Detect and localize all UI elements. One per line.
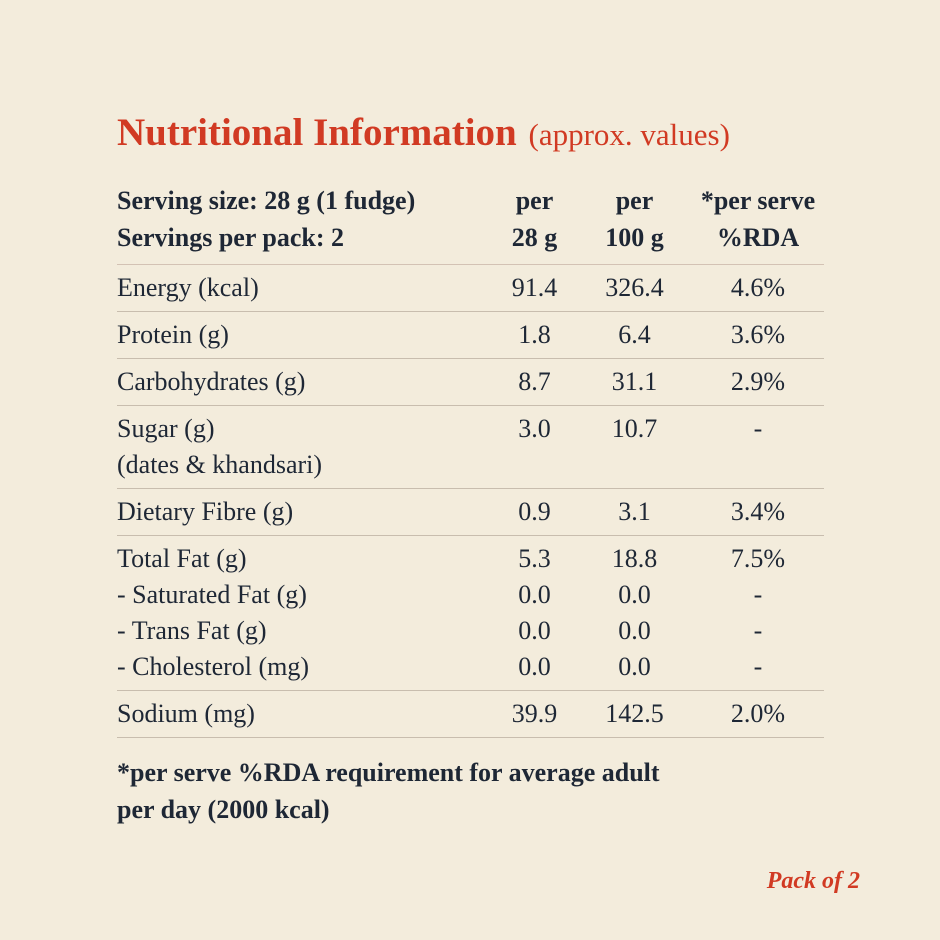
- rda-footnote: [117, 754, 824, 828]
- value-per-100g: 6.4: [618, 320, 651, 349]
- page-title-suffix: [521, 117, 730, 152]
- value-rda: 7.5%: [730, 544, 786, 573]
- value-rda: 2.0%: [730, 699, 786, 728]
- pack-size-label: Pack of 2: [766, 868, 860, 894]
- col-header-per-28g-line2: 28 g: [511, 223, 558, 252]
- page-title: [117, 110, 824, 164]
- row-label: Sodium (mg): [117, 699, 255, 728]
- value-rda: -: [753, 652, 763, 681]
- table-row: [117, 577, 824, 613]
- row-label: - Trans Fat (g): [117, 616, 267, 645]
- table-row-group: [117, 489, 824, 536]
- page-title-suffix-text: (approx. values): [528, 117, 730, 152]
- value-per-100g: 3.1: [618, 497, 651, 526]
- value-rda: -: [753, 414, 763, 443]
- table-header: [117, 182, 824, 265]
- value-rda: 3.4%: [730, 497, 786, 526]
- serving-size-label: Serving size: 28 g (1 fudge): [117, 186, 416, 215]
- col-header-per-100g-line1: per: [615, 186, 654, 215]
- value-per-100g: 31.1: [611, 367, 658, 396]
- table-row-group: [117, 691, 824, 738]
- table-row: [117, 317, 824, 353]
- value-per-28g: 3.0: [518, 414, 551, 443]
- row-label: - Cholesterol (mg): [117, 652, 310, 681]
- col-header-rda-line1: *per serve: [700, 186, 816, 215]
- value-per-28g: 8.7: [518, 367, 551, 396]
- table-row: [117, 649, 824, 685]
- table-row: [117, 613, 824, 649]
- row-label: Carbohydrates (g): [117, 367, 306, 396]
- row-label: Sugar (g): [117, 414, 215, 443]
- page-title-main: Nutritional Information: [117, 111, 517, 154]
- row-label: Dietary Fibre (g): [117, 497, 294, 526]
- value-per-100g: 326.4: [605, 273, 664, 302]
- value-per-28g: 1.8: [518, 320, 551, 349]
- value-per-100g: 18.8: [611, 544, 658, 573]
- table-header-row-2: [117, 219, 824, 256]
- value-rda: 4.6%: [730, 273, 786, 302]
- row-label: Total Fat (g): [117, 544, 247, 573]
- value-per-28g: 39.9: [511, 699, 558, 728]
- value-per-100g: 10.7: [611, 414, 658, 443]
- nutrition-table-body: [117, 265, 824, 738]
- table-row-group: [117, 536, 824, 691]
- table-row: [117, 494, 824, 530]
- value-per-28g: 5.3: [518, 544, 551, 573]
- value-per-28g: 0.0: [518, 580, 551, 609]
- nutrition-label-content: [117, 110, 824, 828]
- value-per-28g: 0.0: [518, 616, 551, 645]
- table-row: [117, 411, 824, 447]
- servings-per-pack-label: Servings per pack: 2: [117, 223, 345, 252]
- rda-footnote-line1: *per serve %RDA requirement for average adult: [117, 758, 660, 787]
- table-row-group: [117, 406, 824, 489]
- col-header-per-100g-line2: 100 g: [605, 223, 664, 252]
- table-row: [117, 696, 824, 732]
- table-header-row-1: [117, 182, 824, 219]
- table-row: [117, 447, 824, 483]
- value-per-28g: 0.9: [518, 497, 551, 526]
- value-per-100g: 142.5: [605, 699, 664, 728]
- value-per-100g: 0.0: [618, 580, 651, 609]
- value-per-28g: 0.0: [518, 652, 551, 681]
- value-rda: 3.6%: [730, 320, 786, 349]
- row-label: Protein (g): [117, 320, 229, 349]
- value-per-100g: 0.0: [618, 652, 651, 681]
- table-row: [117, 270, 824, 306]
- value-rda: -: [753, 580, 763, 609]
- table-row-group: [117, 265, 824, 312]
- value-per-28g: 91.4: [511, 273, 558, 302]
- value-rda: 2.9%: [730, 367, 786, 396]
- row-label: (dates & khandsari): [117, 450, 323, 479]
- table-row-group: [117, 312, 824, 359]
- rda-footnote-line2: per day (2000 kcal): [117, 795, 330, 824]
- value-per-100g: 0.0: [618, 616, 651, 645]
- row-label: Energy (kcal): [117, 273, 259, 302]
- value-rda: -: [753, 616, 763, 645]
- table-row: [117, 541, 824, 577]
- col-header-per-28g-line1: per: [515, 186, 554, 215]
- table-row-group: [117, 359, 824, 406]
- col-header-rda-line2: %RDA: [716, 223, 800, 252]
- row-label: - Saturated Fat (g): [117, 580, 307, 609]
- table-row: [117, 364, 824, 400]
